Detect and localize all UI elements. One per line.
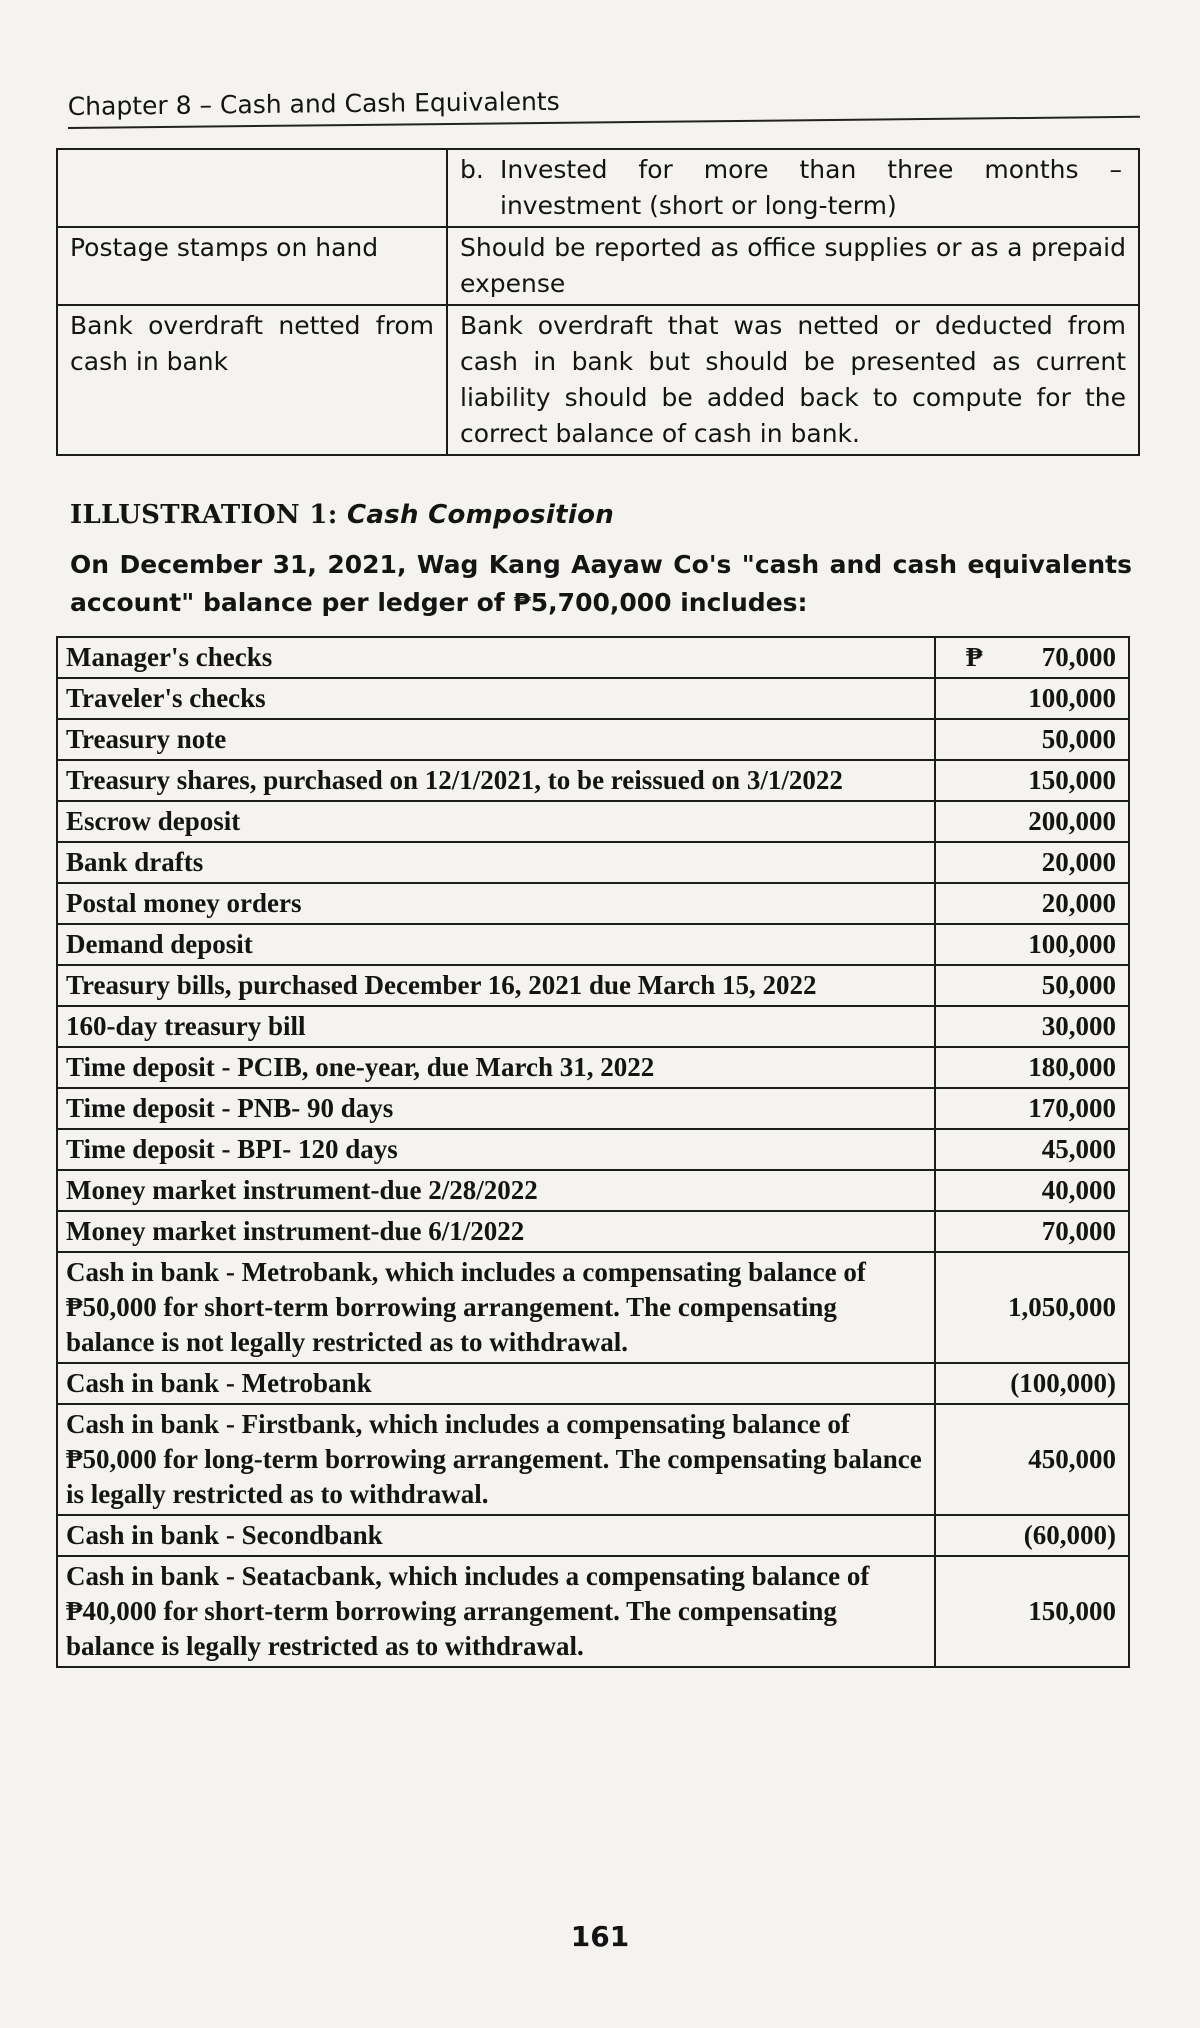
item-description: Postal money orders: [57, 883, 935, 924]
table-row: [57, 1211, 1129, 1252]
item-description: Cash in bank - Metrobank: [57, 1363, 935, 1404]
item-description: Cash in bank - Seatacbank, which includes a compensating balance of ₱40,000 for short-term borrowing arrangement. The compensating balance is legally restricted as to withdrawal.: [57, 1556, 935, 1667]
amount-value: 70,000: [1041, 642, 1116, 672]
table-row: [57, 883, 1129, 924]
table-row: [57, 842, 1129, 883]
table-row: [57, 1170, 1129, 1211]
item-description: Time deposit - BPI- 120 days: [57, 1129, 935, 1170]
item-amount: 20,000: [935, 842, 1129, 883]
cash-composition-table: [56, 636, 1130, 1668]
item-description: Money market instrument-due 2/28/2022: [57, 1170, 935, 1211]
guidance-note: [447, 149, 1139, 227]
item-description: Treasury shares, purchased on 12/1/2021, to be reissued on 3/1/2022: [57, 760, 935, 801]
guidance-item: Postage stamps on hand: [57, 227, 447, 305]
table-row: [57, 227, 1139, 305]
item-amount: 170,000: [935, 1088, 1129, 1129]
guidance-item: Bank overdraft netted from cash in bank: [57, 305, 447, 455]
item-amount: 30,000: [935, 1006, 1129, 1047]
table-row: [57, 1047, 1129, 1088]
cash-composition-body: [57, 637, 1129, 1667]
item-description: Traveler's checks: [57, 678, 935, 719]
item-amount: 40,000: [935, 1170, 1129, 1211]
illustration-label: ILLUSTRATION 1:: [70, 500, 338, 530]
guidance-table: [56, 148, 1140, 456]
chapter-header: Chapter 8 – Cash and Cash Equivalents: [68, 81, 1140, 129]
item-amount: 180,000: [935, 1047, 1129, 1088]
table-row: [57, 1556, 1129, 1667]
item-amount: 20,000: [935, 883, 1129, 924]
guidance-item: [57, 149, 447, 227]
item-amount: 200,000: [935, 801, 1129, 842]
currency-symbol: ₱: [966, 642, 983, 672]
table-row: [57, 801, 1129, 842]
item-amount: 50,000: [935, 965, 1129, 1006]
item-description: Demand deposit: [57, 924, 935, 965]
table-row: [57, 637, 1129, 678]
item-description: Treasury note: [57, 719, 935, 760]
item-description: 160-day treasury bill: [57, 1006, 935, 1047]
guidance-note-text: Invested for more than three months – investment (short or long-term): [500, 155, 1122, 220]
guidance-note: Bank overdraft that was netted or deducted from cash in bank but should be presented as current liability should be added back to compute for the correct balance of cash in bank.: [447, 305, 1139, 455]
table-row: [57, 965, 1129, 1006]
item-description: Cash in bank - Metrobank, which includes a compensating balance of ₱50,000 for short-term borrowing arrangement. The compensating balance is not legally restricted as to withdrawal.: [57, 1252, 935, 1363]
item-amount: 70,000: [935, 1211, 1129, 1252]
item-amount: 45,000: [935, 1129, 1129, 1170]
illustration-subtitle: Cash Composition: [346, 500, 615, 530]
item-description: Time deposit - PCIB, one-year, due March 31, 2022: [57, 1047, 935, 1088]
item-amount: [935, 637, 1129, 678]
item-description: Bank drafts: [57, 842, 935, 883]
item-description: Time deposit - PNB- 90 days: [57, 1088, 935, 1129]
illustration-intro: On December 31, 2021, Wag Kang Aayaw Co's "cash and cash equivalents account" balance per ledger of ₱5,700,000 includes:: [70, 550, 1132, 617]
item-amount: (100,000): [935, 1363, 1129, 1404]
table-row: [57, 924, 1129, 965]
page-number: 161: [570, 1920, 630, 1953]
item-amount: (60,000): [935, 1515, 1129, 1556]
guidance-note: Should be reported as office supplies or as a prepaid expense: [447, 227, 1139, 305]
item-amount: 450,000: [935, 1404, 1129, 1515]
item-description: Cash in bank - Secondbank: [57, 1515, 935, 1556]
list-marker: b.: [460, 155, 484, 184]
item-description: Money market instrument-due 6/1/2022: [57, 1211, 935, 1252]
table-row: [57, 760, 1129, 801]
table-row: [57, 1129, 1129, 1170]
table-row: [57, 1515, 1129, 1556]
table-row: [57, 1363, 1129, 1404]
table-row: [57, 1404, 1129, 1515]
item-amount: 150,000: [935, 1556, 1129, 1667]
table-row: [57, 1252, 1129, 1363]
item-description: Treasury bills, purchased December 16, 2021 due March 15, 2022: [57, 965, 935, 1006]
table-row: [57, 1088, 1129, 1129]
item-amount: 50,000: [935, 719, 1129, 760]
item-description: Manager's checks: [57, 637, 935, 678]
item-description: Escrow deposit: [57, 801, 935, 842]
item-amount: 1,050,000: [935, 1252, 1129, 1363]
table-row: [57, 149, 1139, 227]
table-row: [57, 678, 1129, 719]
item-amount: 150,000: [935, 760, 1129, 801]
table-row: [57, 1006, 1129, 1047]
item-amount: 100,000: [935, 678, 1129, 719]
item-description: Cash in bank - Firstbank, which includes a compensating balance of ₱50,000 for long-term borrowing arrangement. The compensating balance is legally restricted as to withdrawal.: [57, 1404, 935, 1515]
illustration-title: [70, 500, 614, 530]
table-row: [57, 305, 1139, 455]
item-amount: 100,000: [935, 924, 1129, 965]
table-row: [57, 719, 1129, 760]
